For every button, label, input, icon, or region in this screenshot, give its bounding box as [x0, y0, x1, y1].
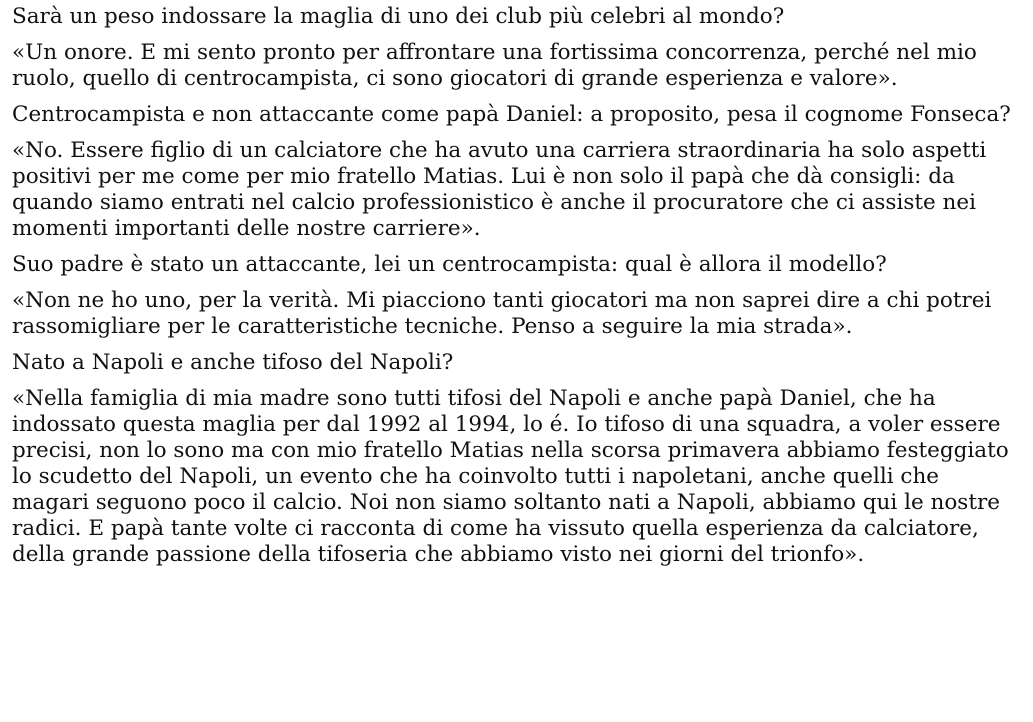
interview-answer: «No. Essere figlio di un calciatore che ha avuto una carriera straordinaria ha solo aspetti positivi per me come per mio fratello Matias. Lui è non solo il papà che dà consigli: da quando siamo entrati nel calcio professionistico è anche il procuratore che ci assiste nei momenti importanti delle nostre carriere». [12, 138, 987, 241]
interview-answer: «Non ne ho uno, per la verità. Mi piacciono tanti giocatori ma non saprei dire a chi potrei rassomigliare per le caratteristiche tecniche. Penso a seguire la mia strada». [12, 288, 992, 339]
interview-question: Suo padre è stato un attaccante, lei un centrocampista: qual è allora il modello? [12, 252, 887, 277]
interview-question: Nato a Napoli e anche tifoso del Napoli? [12, 350, 454, 375]
interview-question: Centrocampista e non attaccante come papà Daniel: a proposito, pesa il cognome Fonseca? [12, 102, 1011, 127]
interview-question: Sarà un peso indossare la maglia di uno dei club più celebri al mondo? [12, 4, 785, 29]
interview-answer: «Un onore. E mi sento pronto per affrontare una fortissima concorrenza, perché nel mio ruolo, quello di centrocampista, ci sono giocatori di grande esperienza e valore». [12, 40, 977, 91]
interview-answer: «Nella famiglia di mia madre sono tutti tifosi del Napoli e anche papà Daniel, che ha indossato questa maglia per dal 1992 al 1994, lo é. Io tifoso di una squadra, a voler essere precisi, non lo sono ma con mio fratello Matias nella scorsa primavera abbiamo festeggiato lo scudetto del Napoli, un evento che ha coinvolto tutti i napoletani, anche quelli che magari seguono poco il calcio. Noi non siamo soltanto nati a Napoli, abbiamo qui le nostre radici. E papà tante volte ci racconta di come ha vissuto quella esperienza da calciatore, della grande passione della tifoseria che abbiamo visto nei giorni del trionfo». [12, 386, 1009, 567]
